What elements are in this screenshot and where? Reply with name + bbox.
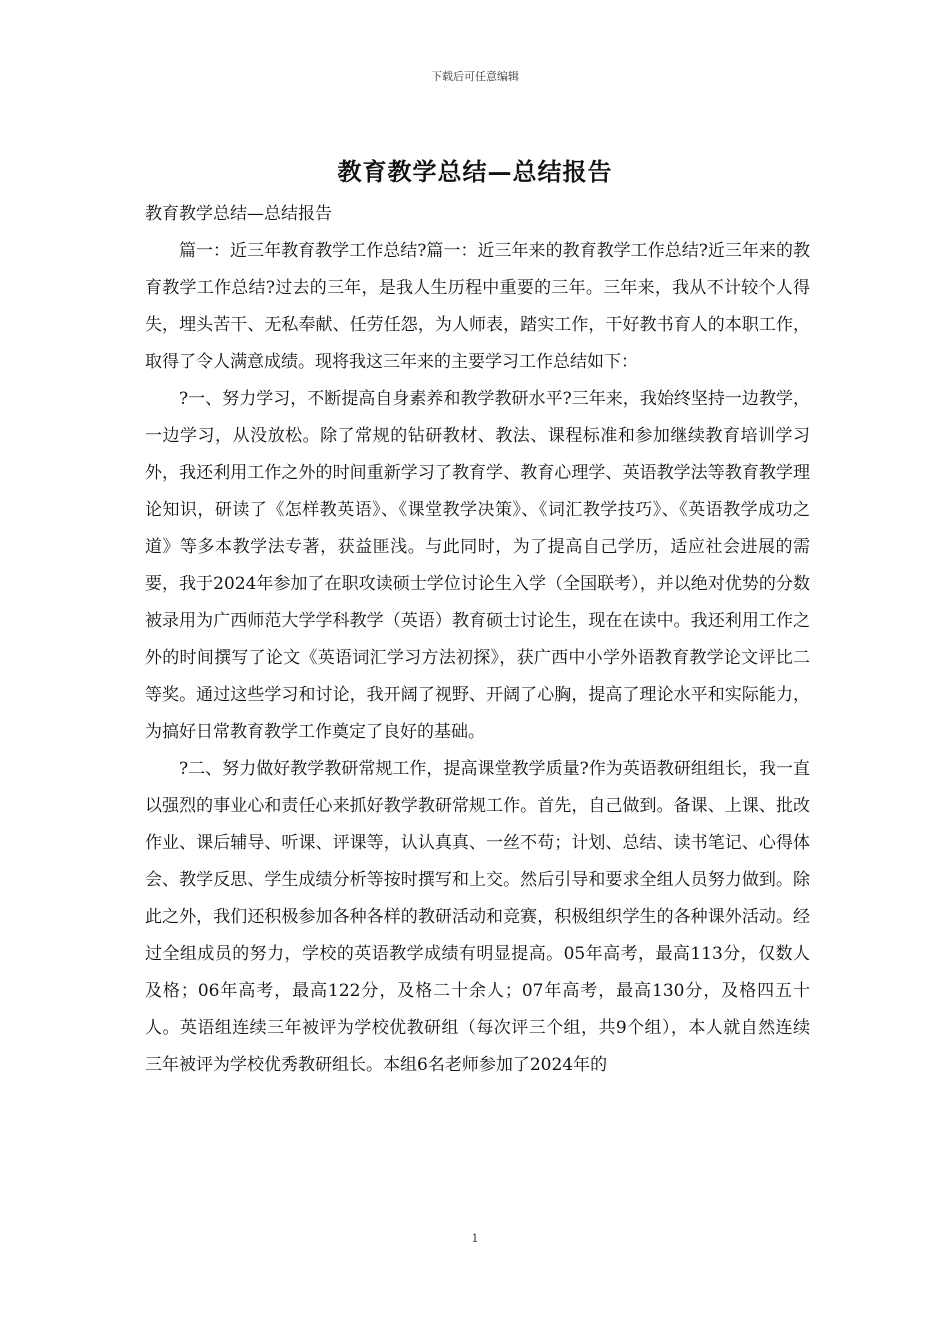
- document-subtitle: 教育教学总结—总结报告: [145, 204, 332, 224]
- page-number: 1: [471, 1232, 479, 1245]
- paragraph-section-one: ?一、努力学习，不断提高自身素养和教学教研水平?三年来，我始终坚持一边教学，一边学习，从没放松。除了常规的钻研教材、教法、课程标准和参加继续教育培训学习外，我还利用工作之外的时间重新学习了教育学、教育心理学、英语教学法等教育教学理论知识，研读了《怎样教英语》、《课堂教学决策》、《词汇教学技巧》、《英语教学成功之道》等多本教学法专著，获益匪浅。与此同时，为了提高自己学历，适应社会进展的需要，我于2024年参加了在职攻读硕士学位讨论生入学（全国联考），并以绝对优势的分数被录用为广西师范大学学科教学（英语）教育硕士讨论生，现在在读中。我还利用工作之外的时间撰写了论文《英语词汇学习方法初探》，获广西中小学外语教育教学论文评比二等奖。通过这些学习和讨论，我开阔了视野、开阔了心胸，提高了理论水平和实际能力，为搞好日常教育教学工作奠定了良好的基础。: [145, 389, 810, 742]
- document-title: 教育教学总结—总结报告: [337, 157, 613, 186]
- document-body: [145, 196, 810, 1084]
- paragraph-section-two: ?二、努力做好教学教研常规工作，提高课堂教学质量?作为英语教研组组长，我一直以强烈的事业心和责任心来抓好教学教研常规工作。首先，自己做到。备课、上课、批改作业、课后辅导、听课、评课等，认认真真、一丝不苟；计划、总结、读书笔记、心得体会、教学反思、学生成绩分析等按时撰写和上交。然后引导和要求全组人员努力做到。除此之外，我们还积极参加各种各样的教研活动和竞赛，积极组织学生的各种课外活动。经过全组成员的努力，学校的英语教学成绩有明显提高。05年高考，最高113分，仅数人及格；06年高考，最高122分，及格二十余人；07年高考，最高130分，及格四五十人。英语组连续三年被评为学校优教研组（每次评三个组，共9个组），本人就自然连续三年被评为学校优秀教研组长。本组6名老师参加了2024年的: [145, 759, 810, 1075]
- header-note: 下载后可任意编辑: [431, 70, 519, 83]
- paragraph-intro: 篇一：近三年教育教学工作总结?篇一：近三年来的教育教学工作总结?近三年来的教育教学工作总结?过去的三年，是我人生历程中重要的三年。三年来，我从不计较个人得失，埋头苦干、无私奉献、任劳任怨，为人师表，踏实工作，干好教书育人的本职工作，取得了令人满意成绩。现将我这三年来的主要学习工作总结如下：: [145, 241, 810, 372]
